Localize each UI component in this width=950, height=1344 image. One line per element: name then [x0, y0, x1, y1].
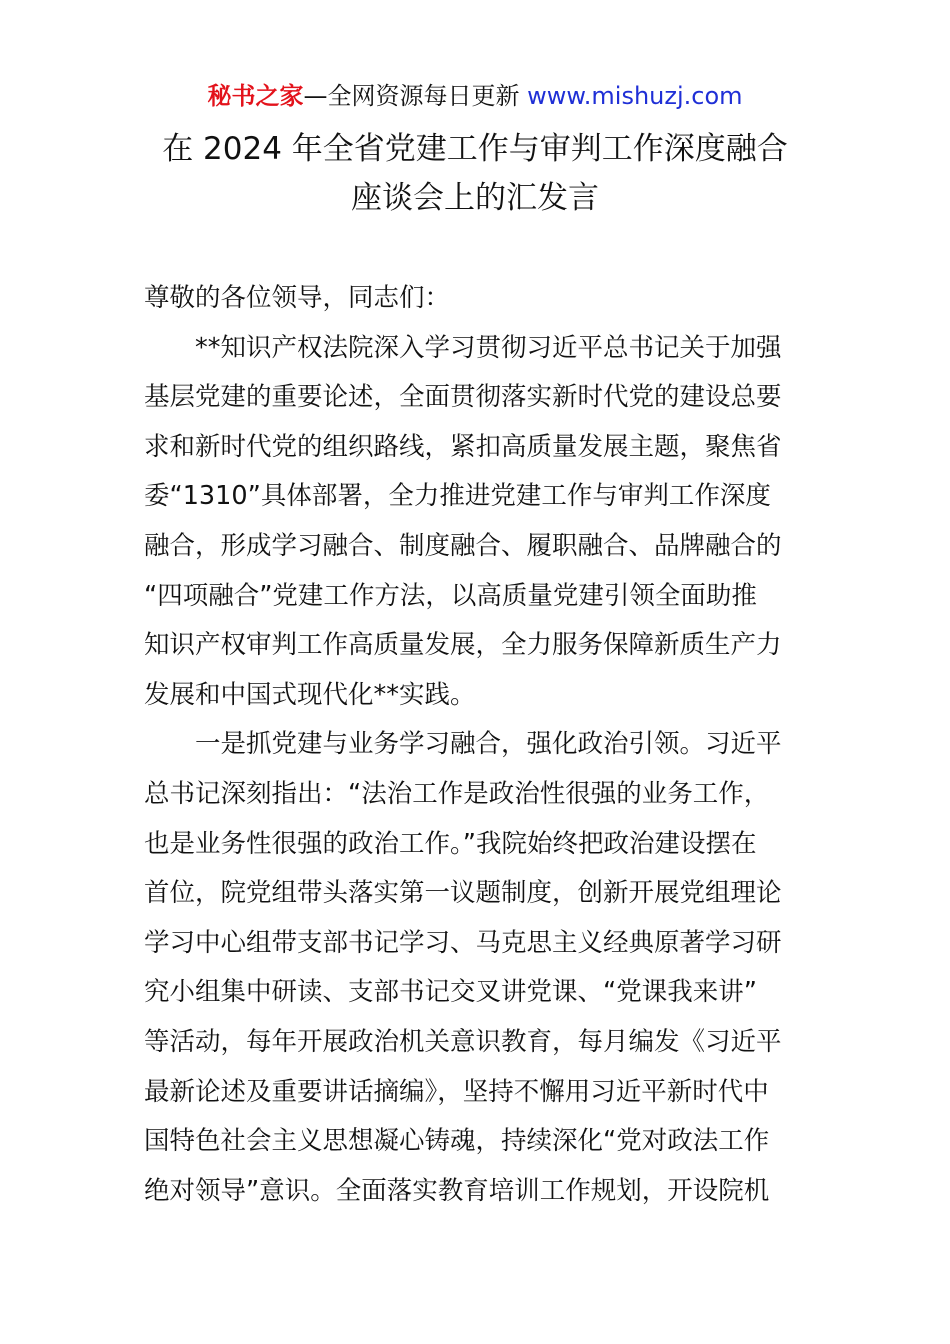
body-text-line: “四项融合”党建工作方法，以高质量党建引领全面助推 — [144, 580, 757, 611]
body-text-line: 尊敬的各位领导，同志们： — [144, 283, 451, 313]
document-title-line-1: 在 2024 年全省党建工作与审判工作深度融合 — [162, 131, 788, 167]
body-text-line: 最新论述及重要讲话摘编》，坚持不懈用习近平新时代中 — [144, 1076, 769, 1107]
body-text-line: 等活动，每年开展政治机关意识教育，每月编发《习近平 — [144, 1027, 782, 1057]
body-text-line: 融合，形成学习融合、制度融合、履职融合、品牌融合的 — [144, 531, 782, 561]
body-text-line: 委“1310”具体部署，全力推进党建工作与审判工作深度 — [144, 481, 771, 512]
brand-name: 秘书之家 — [207, 82, 304, 110]
site-header — [0, 80, 950, 112]
body-text-line: 一是抓党建与业务学习融合，强化政治引领。习近平 — [144, 729, 782, 760]
body-text-line: 首位，院党组带头落实第一议题制度，创新开展党组理论 — [144, 878, 782, 909]
body-text-line: 基层党建的重要论述，全面贯彻落实新时代党的建设总要 — [144, 382, 782, 413]
body-text-line: **知识产权法院深入学习贯彻习近平总书记关于加强 — [144, 332, 782, 363]
body-text-line: 也是业务性很强的政治工作。”我院始终把政治建设摆在 — [144, 828, 757, 859]
body-text-line: 绝对领导”意识。全面落实教育培训工作规划，开设院机 — [144, 1175, 770, 1206]
body-text-line: 知识产权审判工作高质量发展，全力服务保障新质生产力 — [144, 630, 782, 661]
body-text-line: 发展和中国式现代化**实践。 — [144, 679, 476, 710]
body-text-line: 求和新时代党的组织路线，紧扣高质量发展主题，聚焦省 — [144, 431, 782, 462]
site-url-link[interactable]: www.mishuzj.com — [527, 82, 743, 110]
body-text-line: 究小组集中研读、支部书记交叉讲党课、“党课我来讲” — [144, 977, 757, 1008]
body-text-line: 学习中心组带支部书记学习、马克思主义经典原著学习研 — [144, 927, 782, 958]
body-text-line: 国特色社会主义思想凝心铸魂，持续深化“党对政法工作 — [144, 1126, 770, 1157]
header-tagline: —全网资源每日更新 — [303, 82, 528, 110]
body-text-line: 总书记深刻指出：“法治工作是政治性很强的业务工作， — [144, 779, 770, 809]
document-title-line-2: 座谈会上的汇发言 — [351, 180, 599, 216]
